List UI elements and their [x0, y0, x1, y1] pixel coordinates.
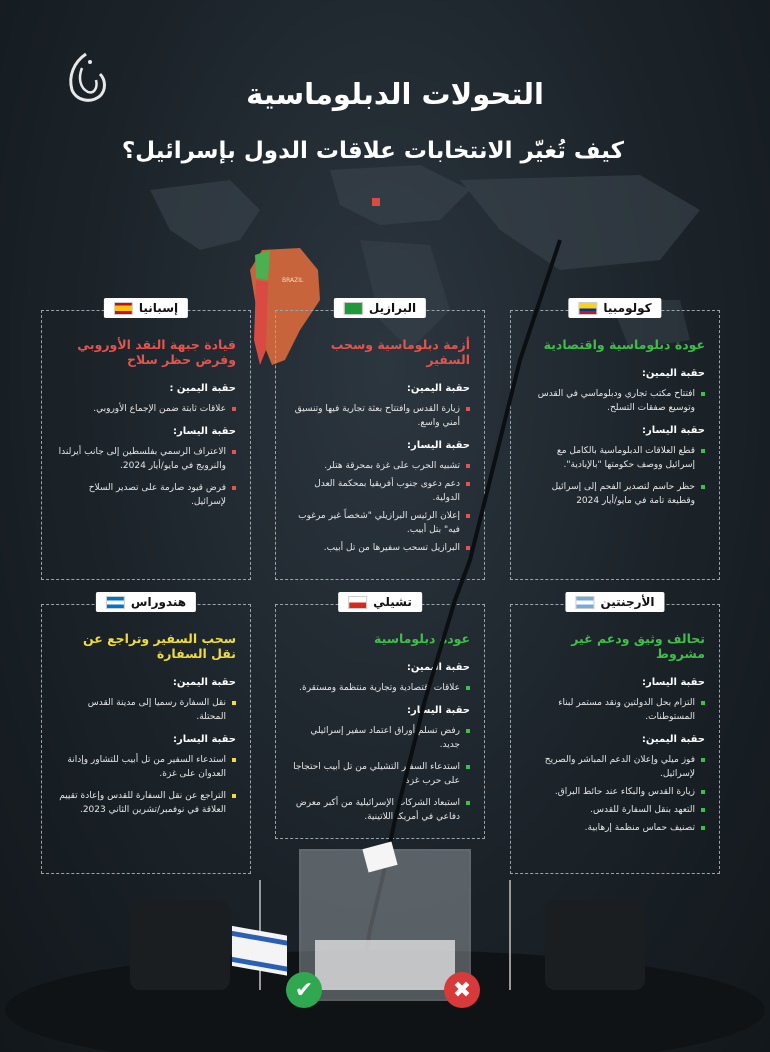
country-name: الأرجنتين: [600, 595, 655, 609]
card-argentina: [510, 595, 720, 874]
card-title: قيادة جبهة النقد الأوروبي وفرض حظر سلاح: [77, 337, 236, 367]
country-tag: [334, 298, 426, 318]
list-item: فوز ميلي وإعلان الدعم المباشر والصريح لإسرائيل.: [525, 753, 705, 781]
list-item: الاعتراف الرسمي بفلسطين إلى جانب أيرلندا والنرويج في مايو/أيار 2024.: [56, 445, 236, 473]
list-item: تشبيه الحرب على غزة بمحرقة هتلر.: [290, 459, 470, 473]
section-heading: حقبة اليمين:: [641, 734, 705, 745]
list-item: استبعاد الشركات الإسرائيلية من أكبر معرض دفاعي في أمريكا اللاتينية.: [290, 796, 470, 824]
card-brazil: [275, 301, 485, 580]
list-item: زيارة القدس والبكاء عند حائط البراق.: [525, 785, 705, 799]
country-name: البرازيل: [368, 301, 417, 315]
list-item: التعهد بنقل السفارة للقدس.: [525, 803, 705, 817]
card-title: عودة دبلوماسية واقتصادية: [543, 337, 705, 352]
section-heading: حقبة اليسار:: [407, 440, 470, 451]
country-name: هندوراس: [130, 595, 187, 609]
list-item: حظر حاسم لتصدير الفحم إلى إسرائيل وقطيعة تامة في مايو/أيار 2024: [525, 480, 705, 508]
card-title: سحب السفير وتراجع عن نقل السفارة: [82, 631, 236, 661]
page-subtitle: كيف تُغيّر الانتخابات علاقات الدول بإسرائيل؟: [121, 138, 624, 164]
country-tag: [104, 298, 188, 318]
list-item: التزام بحل الدولتين ونقد مستمر لبناء المستوطنات.: [525, 696, 705, 724]
brazil-flag-icon: [344, 302, 363, 315]
country-tag: [565, 592, 664, 612]
card-chile: [275, 595, 485, 839]
country-tag: [568, 298, 661, 318]
section-heading: حقبة اليسار:: [173, 734, 236, 745]
card-title: عودة دبلوماسية: [374, 631, 470, 646]
section-heading: حقبة اليسار:: [407, 705, 470, 716]
honduras-flag-icon: [106, 596, 125, 609]
list-item: إعلان الرئيس البرازيلي "شخصاً غير مرغوب فيه" بتل أبيب.: [290, 509, 470, 537]
argentina-flag-icon: [575, 596, 594, 609]
page-title: التحولات الدبلوماسية: [246, 77, 544, 111]
list-item: فرض قيود صارمة على تصدير السلاح لإسرائيل.: [56, 481, 236, 509]
section-heading: حقبة اليمين:: [641, 368, 705, 379]
list-item: تصنيف حماس منظمة إرهابية.: [525, 821, 705, 835]
section-heading: حقبة اليسار:: [173, 426, 236, 437]
spain-flag-icon: [114, 302, 133, 315]
country-name: إسبانيا: [138, 301, 179, 315]
list-item: افتتاح مكتب تجاري ودبلوماسي في القدس وتوسيع صفقات التسلح.: [525, 387, 705, 415]
section-heading: حقبة اليمين:: [406, 662, 470, 673]
list-item: قطع العلاقات الدبلوماسية بالكامل مع إسرائيل ووصف حكومتها "بالإبادية".: [525, 444, 705, 472]
section-heading: حقبة اليسار:: [642, 677, 705, 688]
list-item: نقل السفارة رسميا إلى مدينة القدس المحتلة.: [56, 696, 236, 724]
country-tag: [96, 592, 196, 612]
list-item: استدعاء السفير التشيلي من تل أبيب احتجاجا على حرب غزة.: [290, 760, 470, 788]
country-name: تشيلي: [373, 595, 412, 609]
list-item: علاقات ثابتة ضمن الإجماع الأوروبي.: [56, 402, 236, 416]
card-honduras: [41, 595, 251, 874]
map-country-label: BRAZIL: [282, 277, 304, 284]
card-spain: [41, 301, 251, 580]
section-heading: حقبة اليمين:: [172, 677, 236, 688]
section-heading: حقبة اليسار:: [642, 425, 705, 436]
list-item: استدعاء السفير من تل أبيب للتشاور وإدانة العدوان على غزة.: [56, 753, 236, 781]
country-name: كولومبيا: [603, 301, 652, 315]
list-item: زيارة القدس وافتتاح بعثة تجارية فيها وتنسيق أمني واسع.: [290, 402, 470, 430]
chile-flag-icon: [348, 596, 367, 609]
aljazeera-logo-icon: [60, 50, 112, 110]
check-icon: ✔: [286, 972, 322, 1008]
country-tag: [338, 592, 422, 612]
list-item: علاقات اقتصادية وتجارية منتظمة ومستقرة.: [290, 681, 470, 695]
card-colombia: [510, 301, 720, 580]
list-item: دعم دعوى جنوب أفريقيا بمحكمة العدل الدولية.: [290, 477, 470, 505]
card-title: تحالف وثيق ودعم غير مشروط: [571, 631, 705, 661]
section-heading: حقبة اليمين :: [169, 383, 236, 394]
ballot-scene: [0, 840, 770, 1052]
cross-icon: ✖: [444, 972, 480, 1008]
section-heading: حقبة اليمين:: [406, 383, 470, 394]
colombia-flag-icon: [578, 302, 597, 315]
list-item: رفض تسلم أوراق اعتماد سفير إسرائيلي جديد.: [290, 724, 470, 752]
card-title: أزمة دبلوماسية وسحب السفير: [330, 337, 470, 367]
list-item: البرازيل تسحب سفيرها من تل أبيب.: [290, 541, 470, 555]
list-item: التراجع عن نقل السفارة للقدس وإعادة تقييم العلاقة في نوفمبر/تشرين الثاني 2023.: [56, 789, 236, 817]
